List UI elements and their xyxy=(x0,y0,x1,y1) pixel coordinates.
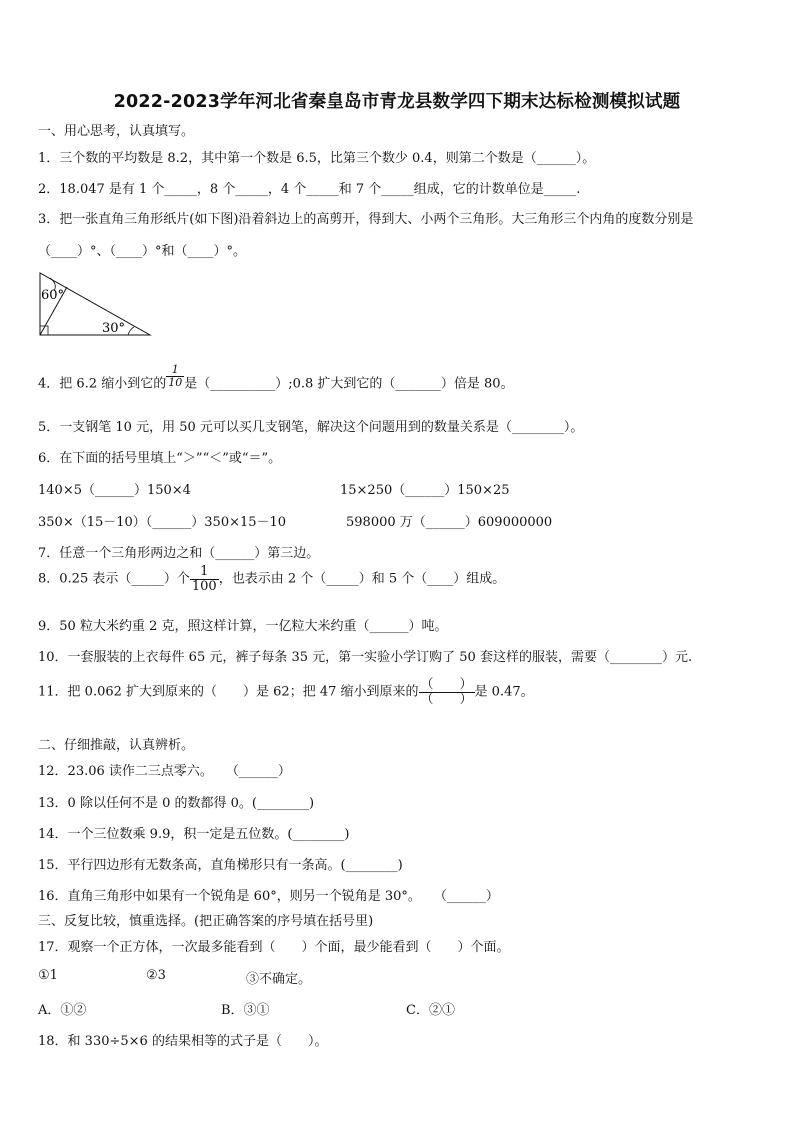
question-8-prefix: 8．0.25 表示（_____）个 xyxy=(38,571,190,587)
section-heading-1: 一、用心思考，认真填写。 xyxy=(38,124,195,139)
fraction-denominator: （ ） xyxy=(420,691,473,707)
question-17-option-1: ①1 xyxy=(38,968,58,983)
question-13: 13．0 除以任何不是 0 的数都得 0。(________) xyxy=(38,796,315,811)
question-5: 5．一支钢笔 10 元，用 50 元可以买几支钢笔，解决这个问题用到的数量关系是（________）。 xyxy=(38,420,584,435)
question-11-prefix: 11．把 0.062 扩大到原来的（ ）是 62；把 47 缩小到原来的 xyxy=(38,684,419,700)
section-heading-2: 二、仔细推敲，认真辨析。 xyxy=(38,738,195,753)
fraction-numerator: （ ） xyxy=(420,677,473,692)
question-1: 1．三个数的平均数是 8.2，其中第一个数是 6.5，比第三个数少 0.4，则第二个数是（______）。 xyxy=(38,151,596,166)
question-17-choice-a: A．①② xyxy=(38,1003,87,1018)
question-6-item-a: 140×5（______）150×4 xyxy=(38,483,191,498)
question-16: 16．直角三角形中如果有一个锐角是 60°，则另一个锐角是 30°。 （______） xyxy=(38,889,499,904)
question-17-option-2: ②3 xyxy=(146,968,166,983)
fraction-numerator: 1 xyxy=(166,364,184,377)
question-10: 10．一套服装的上衣每件 65 元，裤子每条 35 元，第一实验小学订购了 50 套这样的服装，需要（________）元. xyxy=(38,650,693,665)
question-4-prefix: 4．把 6.2 缩小到它的 xyxy=(38,376,167,392)
question-11-suffix: 是 0.47。 xyxy=(474,684,534,700)
fraction-denominator: 100 xyxy=(191,578,217,594)
question-11 xyxy=(38,678,534,706)
fraction-one-tenth xyxy=(166,364,184,388)
fraction-denominator: 10 xyxy=(168,375,183,389)
question-4 xyxy=(38,363,514,396)
question-17: 17．观察一个正方体，一次最多能看到（ ）个面，最少能看到（ ）个面。 xyxy=(38,940,510,955)
angle-60-label: 60° xyxy=(41,288,65,303)
fraction-numerator: 1 xyxy=(190,565,219,580)
question-18: 18．和 330÷5×6 的结果相等的式子是（ ）。 xyxy=(38,1034,328,1049)
section-heading-3: 三、反复比较，慎重选择。(把正确答案的序号填在括号里) xyxy=(38,914,374,929)
question-2: 2．18.047 是有 1 个_____，8 个_____，4 个_____和 7 个_____组成，它的计数单位是_____. xyxy=(38,182,581,197)
question-14: 14．一个三位数乘 9.9，积一定是五位数。(________) xyxy=(38,827,350,842)
page-title: 2022-2023学年河北省秦皇岛市青龙县数学四下期末达标检测模拟试题 xyxy=(113,92,681,112)
angle-30-label: 30° xyxy=(102,321,126,336)
question-6-item-b: 15×250（______）150×25 xyxy=(340,483,510,498)
fraction-one-hundredth xyxy=(190,565,219,593)
question-6-item-c: 350×（15－10）（______）350×15－10 xyxy=(38,515,287,530)
question-6-item-d: 598000 万（______）609000000 xyxy=(346,515,553,530)
question-17-option-3: ③不确定。 xyxy=(246,972,312,987)
question-3-line-2: （____）°、（____）°和（____）°。 xyxy=(38,244,247,259)
question-15: 15．平行四边形有无数条高，直角梯形只有一条高。(________) xyxy=(38,858,403,873)
right-triangle-figure xyxy=(36,270,156,340)
question-7: 7．任意一个三角形两边之和（______）第三边。 xyxy=(38,546,320,561)
question-9: 9．50 粒大米约重 2 克，照这样计算，一亿粒大米约重（______）吨。 xyxy=(38,619,448,634)
question-8-suffix: ，也表示由 2 个（_____）和 5 个（____）组成。 xyxy=(218,571,506,587)
question-4-suffix: 是（__________）;0.8 扩大到它的（_______）倍是 80。 xyxy=(184,376,514,392)
question-12: 12．23.06 读作二三点零六。 （______） xyxy=(38,764,291,779)
question-3-line-1: 3．把一张直角三角形纸片(如下图)沿着斜边上的高剪开，得到大、小两个三角形。大三角形三个内角的度数分别是 xyxy=(38,212,694,227)
fraction-blank xyxy=(419,678,475,706)
question-8 xyxy=(38,565,505,593)
question-17-choice-c: C．②① xyxy=(406,1003,455,1018)
question-17-choice-b: B．③① xyxy=(221,1003,270,1018)
question-6: 6．在下面的括号里填上“＞”“＜”或“＝”。 xyxy=(38,451,282,466)
